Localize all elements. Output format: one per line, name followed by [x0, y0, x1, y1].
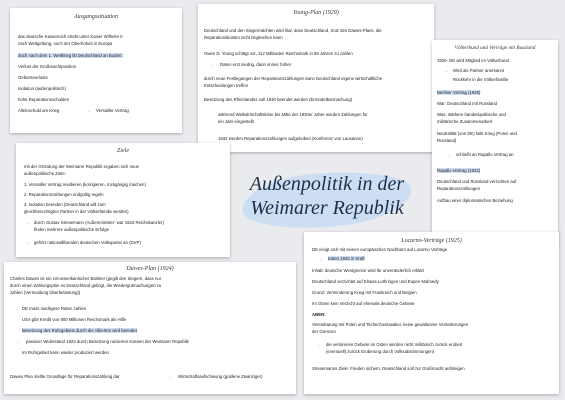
text-line: ABER: [312, 312, 326, 317]
text-line: 1932 werden Reparationszahlungen aufgehoben (Konferenz von Lausanne) [218, 136, 363, 141]
text-line: Russland) [437, 138, 457, 143]
text-line: USA gibt Kredit von 800 Millionen Reichsmark als Hilfe [22, 317, 127, 322]
text-line: (eventuell) zurück Eroberung durch Volksabstimmungen) [326, 349, 435, 354]
card-dawes-plan [4, 262, 296, 394]
main-title-line1: Außenpolitik in der [249, 173, 405, 195]
text-line: DE einigt sich mit seinen europäischen Nachbarn auf Locarno Verträge [312, 247, 448, 252]
text-line: Gebietsverluste [18, 75, 48, 80]
card-ausgangssituation [10, 8, 182, 133]
card-young-plan [198, 4, 434, 152]
text-line: gehört nationalliberalen deutschen Volkspartei an (DVP) [34, 240, 141, 245]
text-line: Aufbau einer diplomatischen Beziehung [437, 198, 513, 203]
arrow-icon: → [86, 108, 91, 113]
text-line: Was: stärkere handelspolitische und [437, 112, 506, 117]
text-line: durch Gustav Stresemann (Außenminister; war 1923 Reichskanzler) [34, 220, 164, 225]
card-title: Ziele [117, 148, 129, 154]
text-line: traten 1926 in Kraft [328, 256, 365, 261]
text-line: Besetzung des Ruhrgebiets durch die Alliierten wird beendet [22, 328, 137, 333]
arrow-icon: → [446, 152, 451, 157]
text-line: das deutsche Kaiserreich strebt unter Kaiser Wilhelm II [18, 34, 123, 39]
text-line: Reparationszahlungen [437, 186, 481, 191]
text-line: Owen D. Young schlägt vor, 112 Milliarden Reichsmark in 59 Jahren zu zahlen [204, 51, 353, 56]
arrow-icon: → [210, 62, 215, 67]
text-line: Rückkehr in die Völkerfamilie [453, 77, 509, 82]
text-line: durch einen Zahlungsplan es Deutschland gelingt, die Wiedergutmachungen zu [10, 283, 162, 288]
text-line: der Grenzen [312, 329, 336, 334]
card-title: Dawes-Plan (1924) [126, 266, 174, 272]
text-line: DE muss niedrigere Raten zahlen [22, 306, 87, 311]
text-line: gleichberechtigten Partner in der Völkerfamilie werden) [24, 209, 129, 214]
text-line: 2. Reparationszahlungen endgültig regeln [24, 192, 104, 197]
card-title: Young-Plan (1929) [293, 10, 339, 16]
text-line: Deutschland und Russland verzichten auf [437, 179, 517, 184]
text-line: ein Jahr eingestellt [218, 119, 254, 124]
text-line: militärische Zusammenarbeit [437, 119, 492, 124]
text-line: Deutschland verzichtet auf Elsass-Lothringen und Eupen Malmedy [312, 279, 439, 284]
text-line: die verlorenen Gebiete im Osten werden nicht militärisch zurück erobert [326, 342, 463, 347]
arrow-icon: → [318, 256, 323, 261]
text-line: finden mehrere außenpolitische Erfolge [34, 227, 110, 232]
text-line: Charles Dawes ist ein US-amerikanischer Bankier (gegilt den Siegern, dass nur [10, 276, 162, 281]
text-line: War: Deutschland mit Russland [437, 101, 498, 106]
text-line: schließt an Rapallo Vertrag an [456, 152, 514, 157]
text-line: Stresemanns Ziele: Frieden sichern, Deutschland soll zur Großmacht aufsteigen [312, 366, 465, 371]
card-title: Locarno-Verträge (1925) [401, 238, 462, 244]
arrow-icon: → [444, 68, 449, 73]
arrow-icon: → [14, 306, 19, 311]
text-line: zahlen (Vermeidung Überbelastung)) [10, 290, 81, 295]
arrow-icon: → [16, 339, 21, 344]
text-line: Entscheidungen treffen [204, 83, 249, 88]
arrow-icon: → [168, 374, 173, 379]
text-line: Berliner Vertrag (1926) [437, 90, 481, 95]
arrow-icon: → [26, 240, 31, 245]
card-title: Ausgangssituation [73, 14, 119, 20]
text-line: während Weltwirtschaftskrise bis Mitte der 1930er Jahre werden Zahlungen für [218, 112, 368, 117]
card-voelkerbund [432, 40, 558, 246]
text-line: Wirtschaftsaufschwung (goldene Zwanziger) [178, 374, 263, 379]
text-line: 3. Isolation beenden (Deutschland will zum [24, 202, 106, 207]
arrow-icon: → [26, 220, 31, 225]
text-line: 1926- DE wird Mitglied im Völkerbund [437, 58, 509, 63]
card-ziele [16, 143, 230, 257]
text-line: doch nach dem 1. Weltkrieg litt Deutschland an Boden: [18, 53, 123, 58]
text-line: Isolation (außenpolitisch) [18, 86, 66, 91]
text-line: Besetzung des Rheinlandes soll 1930 beendet werden (Ermüdetbarmachung) [204, 97, 353, 102]
main-title-line2: Weimarer Republik [250, 197, 404, 219]
text-line: durch neue Festlegungen der Reparationszahlungen kann Deutschland eigene wirtschaftliche [204, 76, 383, 81]
text-line: Verlust der Großmachtposition [18, 64, 77, 69]
text-line: Neutralität (von DE) falls Krieg (Polen und [437, 131, 517, 136]
text-line: außenpolitische Ziele: [24, 171, 66, 176]
main-title [232, 165, 422, 235]
text-line: Dawes Plan stellte Grundlage für Reparationszahlung dar [10, 374, 120, 379]
text-line: Wird als Partner anerkannt [453, 68, 505, 73]
text-line: Inhalt: deutsche Westgrenze wird für unveränderlich erklärt [312, 268, 425, 273]
text-line: Im Ruhrgebiet kann wieder produziert werden [22, 350, 109, 355]
text-line: hohe Reparationsschulden [18, 97, 70, 102]
text-line: Alleinschuld am Krieg [18, 108, 60, 113]
text-line: mit der Gründung der Weimarer Republik ergaben sich neue [24, 164, 140, 169]
text-line: passiver Widerstand 1923 durch Besetzung ruinierten Kassen der Weimarer Republik [26, 339, 189, 344]
card-locarno [304, 232, 559, 394]
text-line: Reparationskosten nicht begleichen kann [204, 35, 283, 40]
text-line: Rapallo Vertrag (1922) [437, 168, 481, 173]
text-line: Versailler Vertrag [96, 108, 129, 113]
card-title: Völkerbund und Verträge mit Russland [454, 45, 536, 51]
text-line: Vereinbarung mit Polen und Tschechoslowakei: keine gewaltsame Veränderungen [312, 322, 469, 327]
text-line: Grund: Verminderung Krieg mit Frankreich und Belgien [312, 290, 417, 295]
text-line: Im Osten kein Verzicht auf ehemals deutsche Gebiete [312, 301, 415, 306]
text-line: 1. Versailler Vertrag revidieren (korrigieren, rückgängig machen) [24, 182, 146, 187]
text-line: Deutschland und den Siegermächten wird klar, dass Deutschland, trotz des Dawes-Plans, die [204, 28, 382, 33]
text-line: Raten erst niedrig, dann immer höher [220, 62, 292, 67]
arrow-icon: → [316, 342, 321, 347]
text-line: nach Weltgeltung, noch der Oberhoheit in Europa [18, 41, 113, 46]
